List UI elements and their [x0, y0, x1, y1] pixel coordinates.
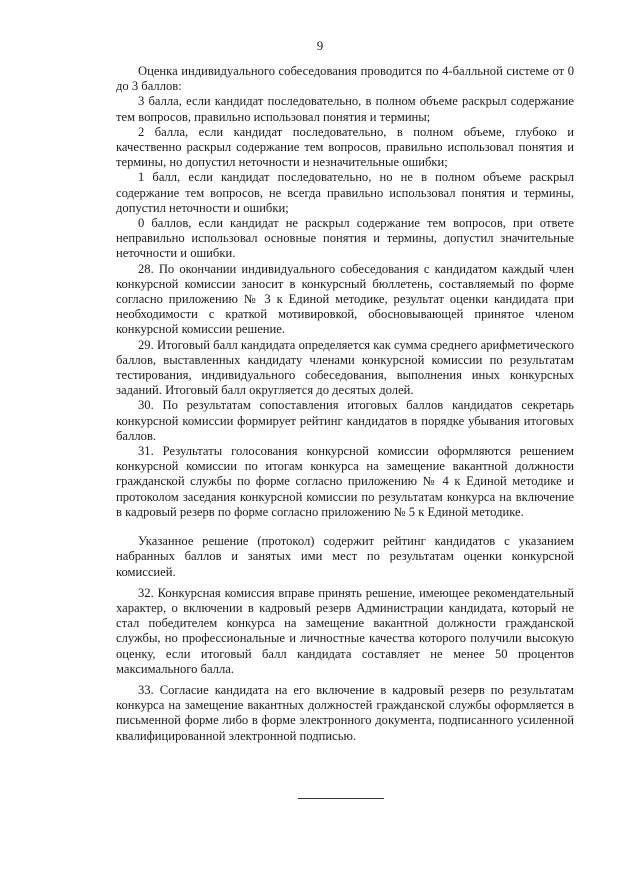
paragraph-decision-note: Указанное решение (протокол) содержит рейтинг кандидатов с указанием набранных баллов и занятых ими мест по результатам оценки конкурсной комиссией.: [116, 534, 574, 579]
page-number: 9: [316, 38, 324, 53]
paragraph-item-28: 28. По окончании индивидуального собеседования с кандидатом каждый член конкурсной комиссии заносит в конкурсный бюллетень, составляемый по форме согласно приложению № 3 к Единой методике, результат оценки кандидата при необходимости с краткой мотивировкой, обосновывающей принятое членом конкурсной комиссии решение.: [116, 261, 574, 337]
footer-divider: [298, 798, 384, 799]
document-body: [116, 64, 574, 744]
paragraph-score-0: 0 баллов, если кандидат не раскрыл содержание тем вопросов, при ответе неправильно использовал основные понятия и термины, допустил значительные неточности и ошибки.: [116, 216, 574, 261]
paragraph-scoring-intro: Оценка индивидуального собеседования проводится по 4-балльной системе от 0 до 3 баллов:: [116, 64, 574, 94]
paragraph-item-30: 30. По результатам сопоставления итоговых баллов кандидатов секретарь конкурсной комиссии формирует рейтинг кандидатов в порядке убывания итоговых баллов.: [116, 398, 574, 443]
paragraph-score-3: 3 балла, если кандидат последовательно, в полном объеме раскрыл содержание тем вопросов, правильно использовал понятия и термины;: [116, 94, 574, 124]
paragraph-item-32: 32. Конкурсная комиссия вправе принять решение, имеющее рекомендательный характер, о включении в кадровый резерв Администрации кандидата, который не стал победителем конкурса на замещение вакантной должности гражданской службы, но профессиональные и личностные качества которого получили высокую оценку, если итоговый балл кандидата составляет не менее 50 процентов максимального балла.: [116, 585, 574, 676]
paragraph-score-1: 1 балл, если кандидат последовательно, но не в полном объеме раскрыл содержание тем вопросов, не всегда правильно использовал понятия и термины, допустил неточности и ошибки;: [116, 170, 574, 215]
paragraph-item-31: 31. Результаты голосования конкурсной комиссии оформляются решением конкурсной комиссии по итогам конкурса на замещение вакантной должности гражданской службы по форме согласно приложению № 4 к Единой методике и протоколом заседания конкурсной комиссии по результатам конкурса на включение в кадровый резерв по форме согласно приложению № 5 к Единой методике.: [116, 444, 574, 519]
paragraph-score-2: 2 балла, если кандидат последовательно, в полном объеме, глубоко и качественно раскрыл содержание тем вопросов, правильно использовал понятия и термины, но допустил неточности и незначительные ошибки;: [116, 124, 574, 170]
paragraph-item-29: 29. Итоговый балл кандидата определяется как сумма среднего арифметического баллов, выставленных кандидату членами конкурсной комиссии по результатам тестирования, индивидуального собеседования, выполнения иных конкурсных заданий. Итоговый балл округляется до десятых долей.: [116, 337, 574, 398]
paragraph-item-33: 33. Согласие кандидата на его включение в кадровый резерв по результатам конкурса на замещение вакантных должностей гражданской службы оформляется в письменной форме либо в форме электронного документа, подписанного усиленной квалифицированной электронной подписью.: [116, 682, 574, 743]
